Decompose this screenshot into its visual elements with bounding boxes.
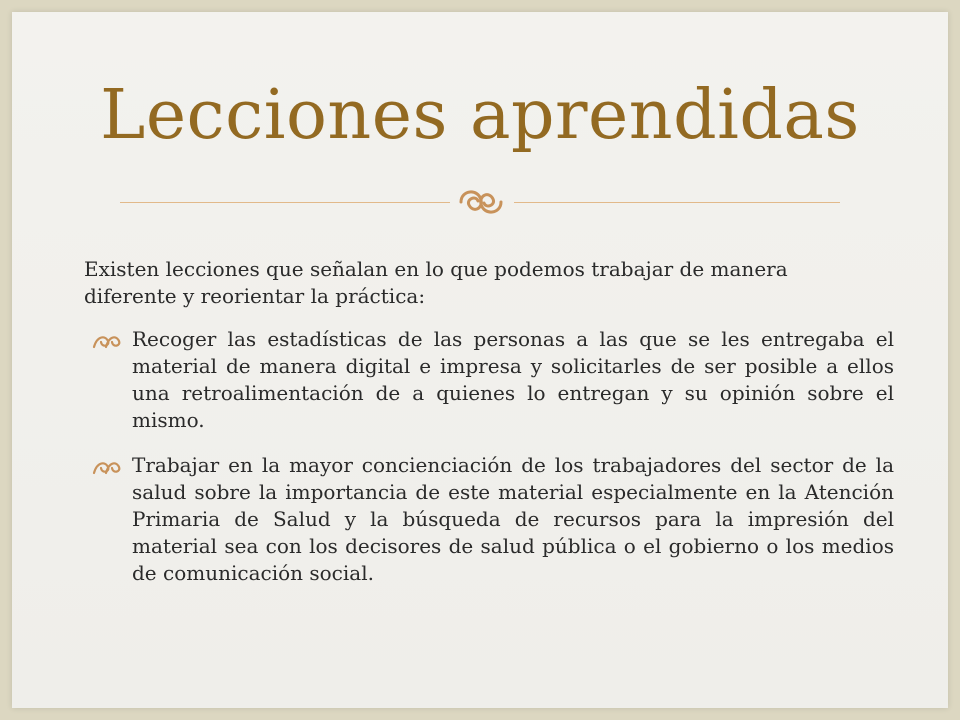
bullet-text: Recoger las estadísticas de las personas a las que se les entregaba el material de manera digital e impresa y solicitarles de ser posible a ellos una retroalimentación de a quienes lo entregan y su opinión sobre el mismo. [132,327,894,432]
list-item [84,326,894,434]
slide [12,12,948,708]
list-item [84,452,894,587]
slide-title: Lecciones aprendidas [100,76,860,155]
scroll-bullet-icon [92,333,122,349]
scroll-bullet-icon [92,459,122,475]
divider-line-right [514,202,840,203]
bullet-list [84,326,894,605]
flourish-icon [453,182,509,222]
bullet-text: Trabajar en la mayor concienciación de los trabajadores del sector de la salud sobre la importancia de este material especialmente en la Atención Primaria de Salud y la búsqueda de recursos para la impresión del material sea con los decisores de salud pública o el gobierno o los medios de comunicación social. [132,453,894,585]
divider-line-left [120,202,450,203]
intro-paragraph: Existen lecciones que señalan en lo que podemos trabajar de manera diferente y reorientar la práctica: [84,257,788,308]
